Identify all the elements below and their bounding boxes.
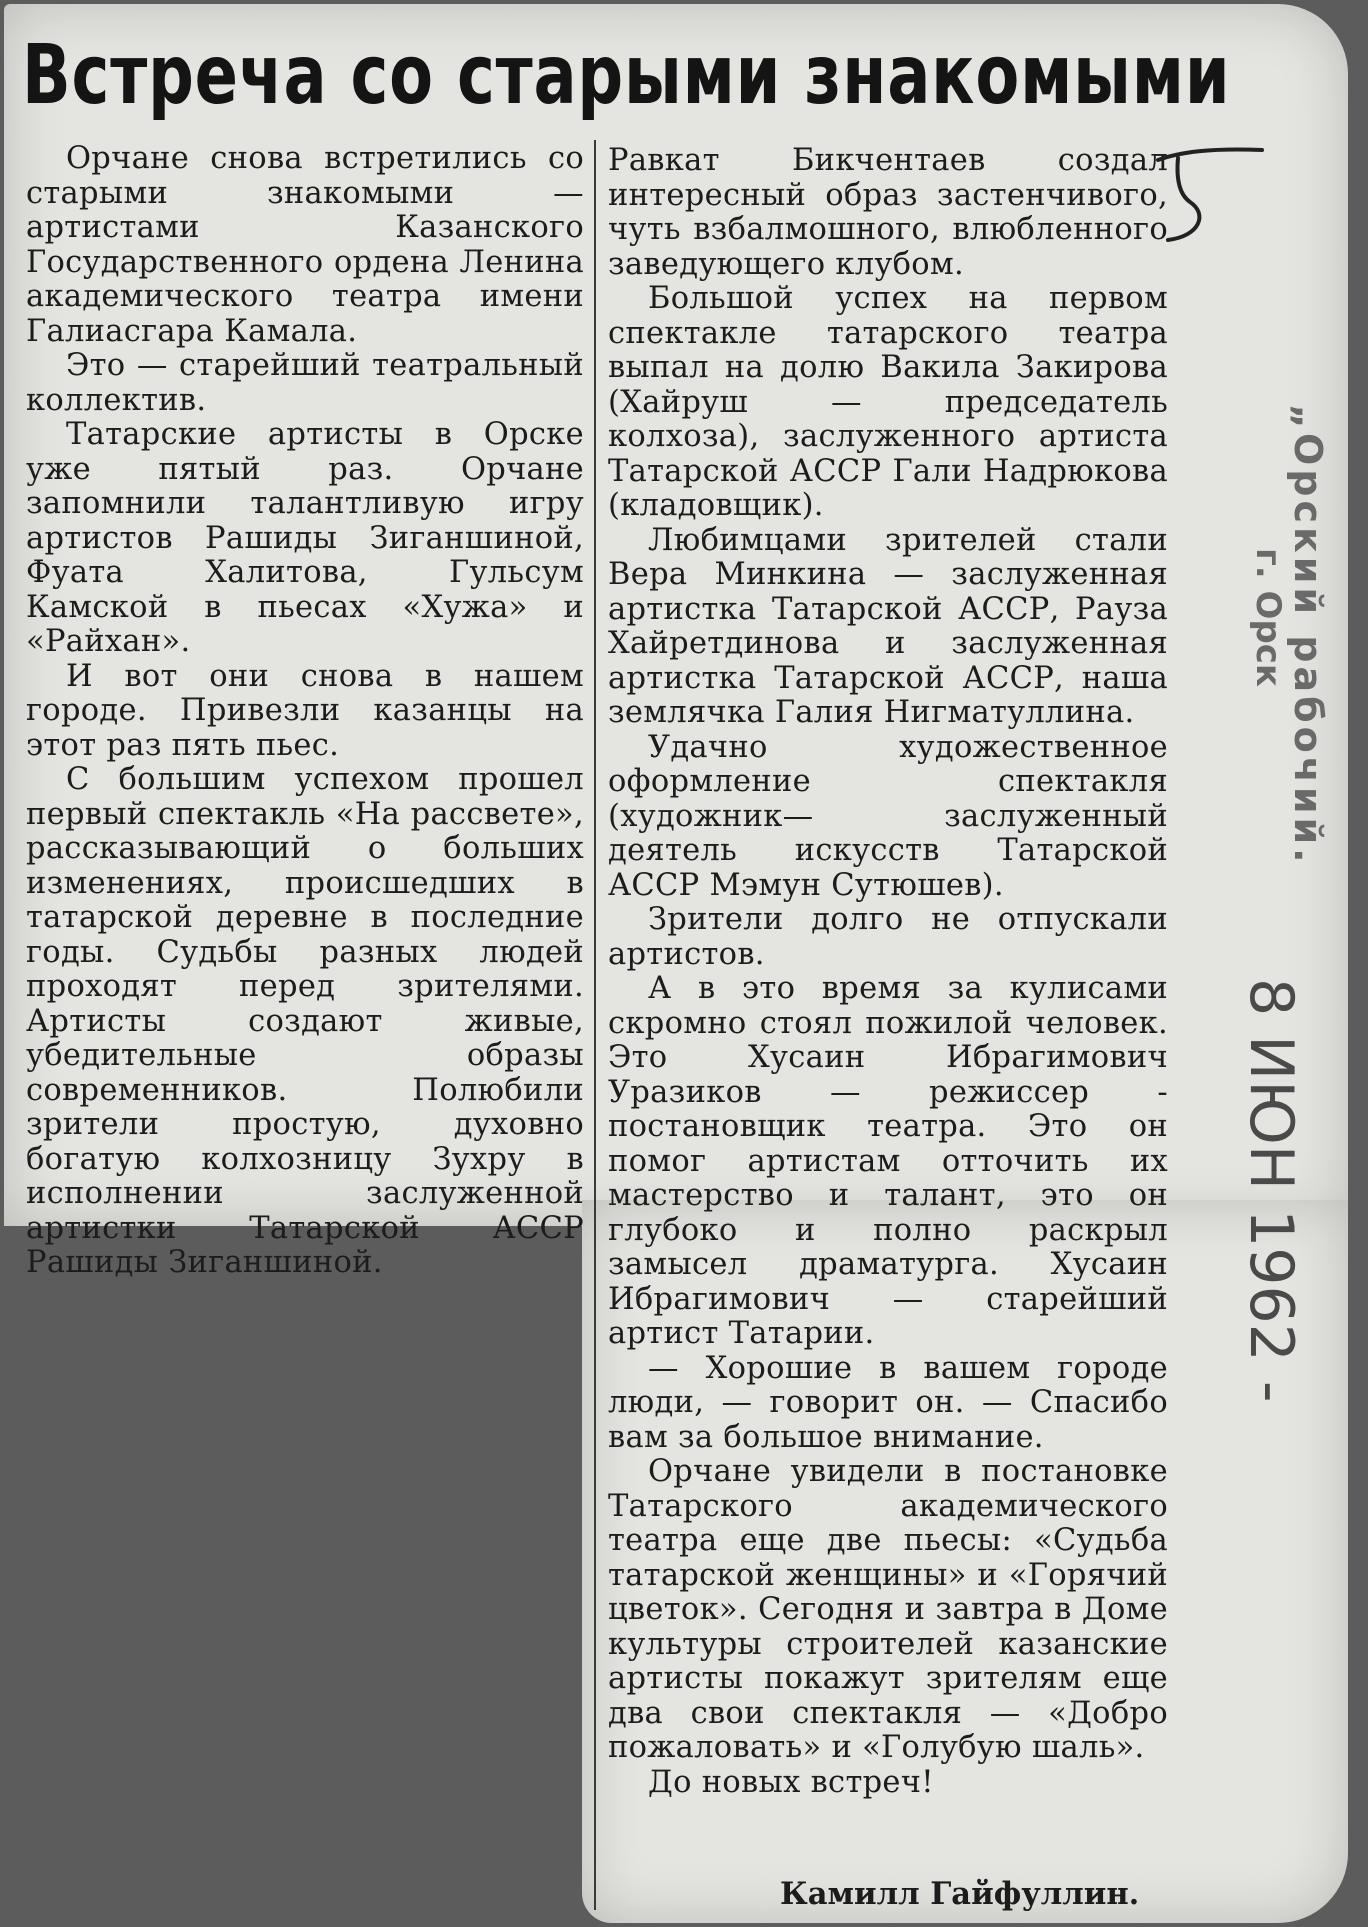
paragraph: И вот они снова в нашем городе. Привезли казанцы на этот раз пять пьес. <box>26 658 584 763</box>
newspaper-name-annotation: „Орский рабочий. <box>1286 404 1330 867</box>
paragraph: Это — старейший театральный коллектив. <box>26 348 584 418</box>
paragraph: — Хорошие в вашем городе люди, — говорит он. — Спасибо вам за большое внимание. <box>608 1350 1168 1455</box>
article-left-column <box>26 142 584 1281</box>
paragraph: С большим успехом прошел первый спектакль «На рассвете», рассказывающий о больших изменениях, происшедших в татарской деревне в последние годы. Судьбы разных людей проходят перед зрителями. Артисты создают живые, убедительные образы современников. Полюбили зрители простую, духовно богатую колхозницу Зухру в исполнении заслуженной артистки Татарской АССР Рашиды Зиганшиной. <box>26 762 584 1280</box>
paragraph: Большой успех на первом спектакле татарского театра выпал на долю Вакила Закирова (Хайруш — председатель колхоза), заслуженного артиста Татарской АССР Гали Надрюкова (кладовщик). <box>608 281 1168 523</box>
article-headline: Встреча со старыми знакомыми <box>22 28 1231 123</box>
paragraph: Удачно художественное оформление спектакля (художник— заслуженный деятель искусств Татарской АССР Мэмун Сутюшев). <box>608 729 1168 903</box>
article-right-column <box>608 144 1168 1800</box>
paragraph: Орчане увидели в постановке Татарского академического театра еще две пьесы: «Судьба татарской женщины» и «Горячий цветок». Сегодня и завтра в Доме культуры строителей казанские артисты покажут зрителям еще два свои спектакля — «Добро пожаловать» и «Голубую шаль». <box>608 1454 1168 1765</box>
paragraph: Равкат Бикчентаев создал интересный образ застенчивого, чуть взбалмошного, влюбленного заведующего клубом. <box>608 143 1168 282</box>
handwritten-mark-icon <box>1150 140 1270 250</box>
city-annotation: г. Орск <box>1248 548 1288 687</box>
author-byline: Камилл Гайфуллин. <box>780 1876 1140 1912</box>
column-divider <box>594 140 596 1910</box>
paragraph: Зрители долго не отпускали артистов. <box>608 902 1168 972</box>
paragraph: До новых встреч! <box>648 1764 934 1800</box>
paragraph: Татарские артисты в Орске уже пятый раз. Орчане запомнили талантливую игру артистов Рашиды Зиганшиной, Фуата Халитова, Гульсум Камской в пьесах «Хужа» и «Райхан». <box>26 417 584 659</box>
paragraph: А в это время за кулисами скромно стоял пожилой человек. Это Хусаин Ибрагимович Уразиков — режиссер - постановщик театра. Это он помог артистам отточить их мастерство и талант, это он глубоко и полно раскрыл замысел драматурга. Хусаин Ибрагимович — старейший артист Татарии. <box>608 971 1168 1351</box>
date-stamp: 8 ИЮН 1962 - <box>1236 978 1306 1403</box>
paragraph: Орчане снова встретились со старыми знакомыми — артистами Казанского Государственного ордена Ленина академического театра имени Галиасгара Камала. <box>26 141 584 349</box>
paragraph: Любимцами зрителей стали Вера Минкина — заслуженная артистка Татарской АССР, Рауза Хайретдинова и заслуженная артистка Татарской АССР, наша землячка Галия Нигматуллина. <box>608 522 1168 730</box>
